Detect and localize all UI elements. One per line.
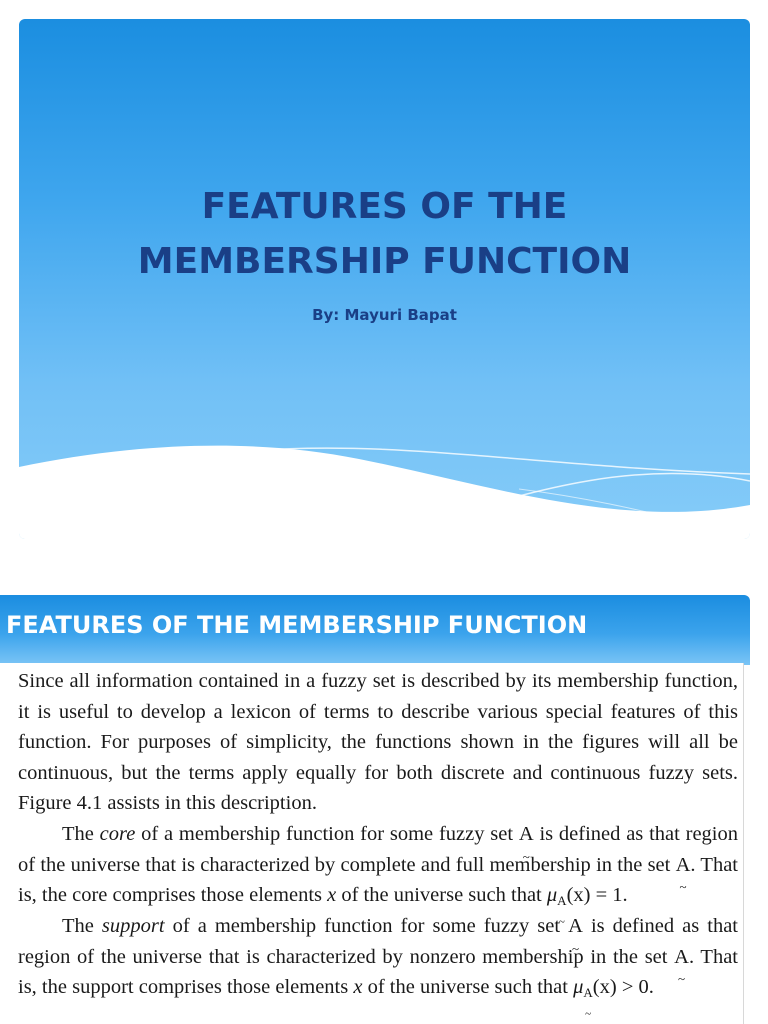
p2-text-3: is defined as that region of the universe that is characterized by complete and full membership in the set (18, 823, 738, 876)
mu-subscript: A ~ (583, 978, 592, 1009)
equation-relation: = 1. (590, 884, 628, 906)
variable-x: x (353, 976, 363, 998)
paragraph-1: Since all information contained in a fuzzy set is described by its membership function, it is useful to develop a lexicon of terms to describe various special features of this function. For purposes of simplicity, the functions shown in the figures will all be continuous, but the terms apply equally for both discrete and continuous fuzzy sets. Figure 4.1 assists in this description. (18, 670, 738, 814)
term-support: support (101, 915, 165, 937)
paragraph-2 (18, 819, 738, 917)
mu-argument: (x) (592, 976, 617, 998)
mu-symbol: μ (573, 976, 584, 998)
p2-text-4: . That is, the core comprises those elements (18, 853, 738, 906)
p2-text-5: of the universe such that (336, 884, 547, 906)
fuzzy-set-symbol: A ~ (674, 942, 689, 973)
slide-title-line2: MEMBERSHIP FUNCTION (137, 241, 632, 282)
slide-title-line1: FEATURES OF THE (201, 186, 568, 227)
p3-text-4: . That is, the support comprises those elements (18, 945, 738, 998)
p3-text-5: of the universe such that (362, 976, 574, 998)
term-core: core (99, 823, 136, 845)
fuzzy-set-symbol: A ~ (676, 850, 691, 881)
p2-text-2: of a membership function for some fuzzy set (135, 823, 519, 845)
title-slide (19, 19, 750, 539)
textbook-excerpt (0, 663, 744, 1024)
header-title: FEATURES OF THE MEMBERSHIP FUNCTION (6, 611, 588, 639)
equation-relation: > 0. (616, 976, 654, 998)
content-slide (0, 595, 750, 1024)
paragraph-3 (18, 911, 738, 1009)
p2-text-1: The (62, 823, 100, 845)
fuzzy-set-symbol: A ~ (568, 911, 583, 942)
mu-argument: (x) (566, 884, 591, 906)
p3-text-2: of a membership function for some fuzzy set (164, 915, 569, 937)
slide-header (0, 595, 750, 665)
p3-text-1: The (62, 915, 102, 937)
slide-title (19, 179, 750, 289)
p3-text-3: is defined as that region of the universe that is characterized by nonzero membership in the set (18, 915, 738, 968)
mu-subscript: A ~ (557, 886, 566, 917)
variable-x: x (327, 884, 337, 906)
author-byline: By: Mayuri Bapat (312, 306, 457, 324)
fuzzy-set-symbol: A ~ (519, 819, 534, 850)
mu-symbol: μ (546, 884, 558, 906)
